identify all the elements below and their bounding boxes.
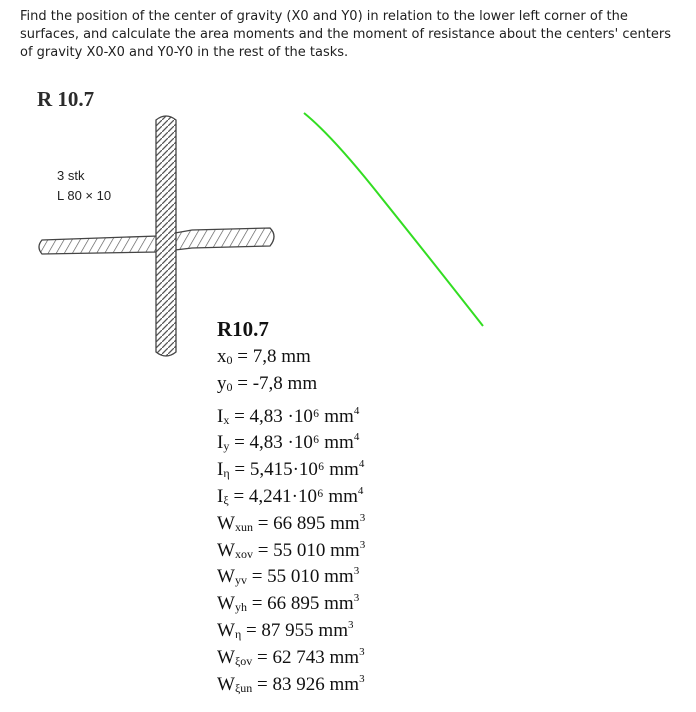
answer-subscript: ξun xyxy=(234,680,253,695)
answer-subscript: y xyxy=(223,439,230,454)
answer-subscript: ξov xyxy=(234,653,253,668)
vertical-web xyxy=(156,116,176,356)
answer-subscript: xun xyxy=(234,519,253,534)
answer-subscript: yv xyxy=(234,573,247,588)
profile-label: L 80 × 10 xyxy=(57,188,112,203)
problem-line-1: Find the position of the center of gravity (X0 and Y0) in relation to the lower left corner of the xyxy=(20,9,628,24)
answer-exponent: 3 xyxy=(359,511,366,524)
answer-subscript: ξ xyxy=(223,492,229,507)
answer-value: = 87 955 mm xyxy=(241,619,348,641)
figure-heading: R 10.7 xyxy=(37,87,95,111)
answer-symbol: x xyxy=(217,346,227,367)
answer-row xyxy=(217,532,365,559)
answer-subscript: η xyxy=(234,626,242,641)
answer-value: = 4,83 ·10⁶ mm xyxy=(229,432,354,454)
answer-title: R10.7 xyxy=(217,317,269,341)
answer-row xyxy=(217,478,365,505)
answer-exponent: 3 xyxy=(353,565,360,578)
answer-subscript: η xyxy=(223,466,230,481)
answer-symbol: I xyxy=(217,405,224,427)
answer-symbol: W xyxy=(217,593,235,615)
answer-value: = 4,241·10⁶ mm xyxy=(228,485,358,507)
answer-value: = 55 010 mm xyxy=(252,539,360,561)
quantity-label: 3 stk xyxy=(57,168,85,183)
answer-rows xyxy=(217,344,366,695)
answer-symbol: W xyxy=(217,673,235,695)
answer-value: = 5,415·10⁶ mm xyxy=(229,459,359,481)
answer-exponent: 4 xyxy=(358,458,365,471)
answer-symbol: W xyxy=(217,566,235,588)
answer-value: = 66 895 mm xyxy=(252,512,360,534)
answer-row xyxy=(217,344,365,371)
answer-subscript: x xyxy=(223,412,230,427)
answer-row xyxy=(217,505,365,532)
answer-symbol: W xyxy=(217,619,235,641)
problem-line-2: surfaces, and calculate the area moments and the moment of resistance about the centers' centers xyxy=(20,27,671,42)
answer-symbol: y xyxy=(217,372,227,394)
answer-subscript: 0 xyxy=(226,379,233,394)
answer-symbol: I xyxy=(217,459,224,481)
answer-subscript: yh xyxy=(234,600,247,615)
answer-subscript: xov xyxy=(234,546,253,561)
answer-symbol: W xyxy=(217,512,235,534)
answer-value: = 83 926 mm xyxy=(252,673,360,695)
answer-exponent: 3 xyxy=(359,645,365,658)
answer-exponent: 4 xyxy=(357,484,364,497)
answer-row xyxy=(217,585,365,615)
answer-symbol: I xyxy=(217,432,224,454)
answer-value: = 7,8 mm xyxy=(232,346,311,367)
answer-exponent: 4 xyxy=(353,404,360,417)
answer-exponent: 4 xyxy=(353,431,360,444)
annotation-stroke xyxy=(304,113,483,326)
answer-row xyxy=(217,371,365,398)
answer-row xyxy=(217,424,365,454)
answer-row xyxy=(217,639,365,666)
answer-value: = 62 743 mm xyxy=(252,646,360,668)
answer-exponent: 3 xyxy=(348,618,354,631)
answer-row xyxy=(217,558,365,588)
answer-value: = 55 010 mm xyxy=(246,566,354,588)
answer-row xyxy=(217,451,365,481)
answer-value: = -7,8 mm xyxy=(232,372,318,394)
answer-value: = 66 895 mm xyxy=(246,593,354,615)
answer-exponent: 3 xyxy=(359,538,366,551)
answer-symbol: W xyxy=(217,539,235,561)
answer-symbol: W xyxy=(217,646,235,668)
answer-value: = 4,83 ·10⁶ mm xyxy=(229,405,354,427)
answer-symbol: I xyxy=(217,485,224,507)
answer-block xyxy=(217,314,366,695)
answer-exponent: 3 xyxy=(359,672,365,685)
answer-subscript: 0 xyxy=(226,353,233,367)
problem-line-3: of gravity X0-X0 and Y0-Y0 in the rest of the tasks. xyxy=(20,45,349,60)
answer-exponent: 3 xyxy=(353,592,360,605)
answer-row xyxy=(217,398,365,425)
answer-row xyxy=(217,612,365,639)
answer-row xyxy=(217,666,365,693)
